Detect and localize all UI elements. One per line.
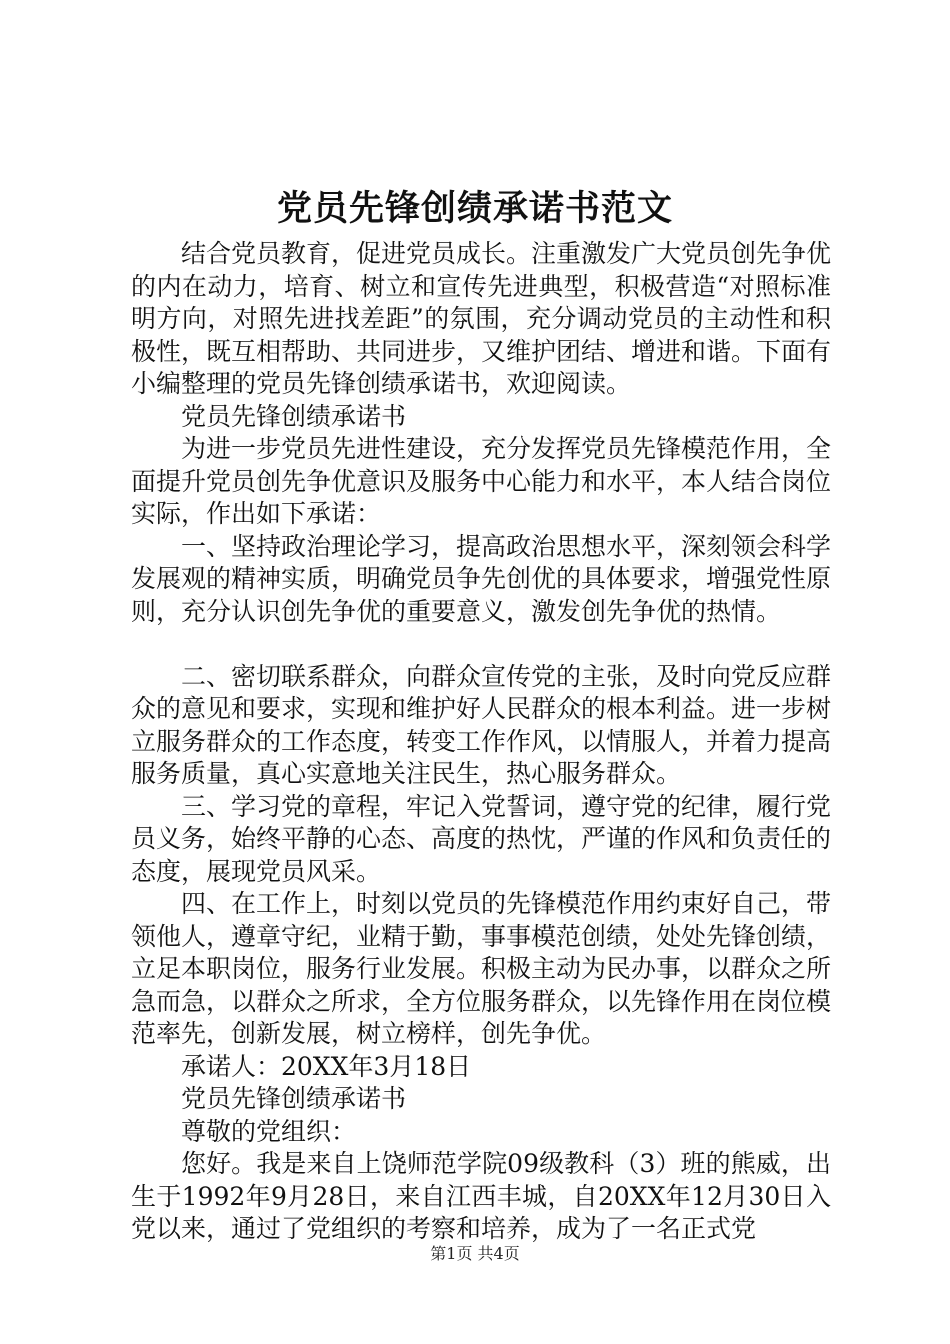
paragraph-spacer [131,628,831,661]
section-heading-2: 党员先锋创绩承诺书 [181,1084,407,1113]
section-heading: 党员先锋创绩承诺书 [181,401,407,431]
pledge-item-1: 一、坚持政治理论学习，提高政治思想水平，深刻领会科学发展观的精神实质，明确党员争先创优的具体要求，增强党性原则，充分认识创先争优的重要意义，激发创先争优的热情。 [131,531,832,626]
intro-paragraph: 结合党员教育，促进党员成长。注重激发广大党员创先争优的内在动力，培育、树立和宣传先进典型，积极营造“对照标准明方向，对照先进找差距”的氛围，充分调动党员的主动性和积极性，既互相帮助、共同进步，又维护团结、增进和谐。下面有小编整理的党员先锋创绩承诺书，欢迎阅读。 [131,239,832,398]
letter-paragraph: 您好。我是来自上饶师范学院09级教科（3）班的熊威，出生于1992年9月28日，来自江西丰城，自20XX年12月30日入党以来，通过了党组织的考察和培养，成为了一名正式党 [131,1149,831,1243]
page-number-footer: 第1页 共4页 [430,1244,520,1263]
signature-line: 承诺人：20XX年3月18日 [181,1051,472,1081]
pledge-item-3: 三、学习党的章程，牢记入党誓词，遵守党的纪律，履行党员义务，始终平静的心态、高度的热忱，严谨的作风和负责任的态度，展现党员风采。 [131,791,832,886]
document-title: 党员先锋创绩承诺书范文 [276,188,673,229]
document-body [131,238,831,1246]
pledge-item-2: 二、密切联系群众，向群众宣传党的主张，及时向党反应群众的意见和要求，实现和维护好人民群众的根本利益。进一步树立服务群众的工作态度，转变工作作风，以情服人，并着力提高服务质量，真心实意地关注民生，热心服务群众。 [131,661,832,788]
pledge-intro-paragraph: 为进一步党员先进性建设，充分发挥党员先锋模范作用，全面提升党员创先争优意识及服务中心能力和水平，本人结合岗位实际，作出如下承诺： [131,434,832,528]
salutation: 尊敬的党组织： [181,1116,357,1146]
pledge-item-4: 四、在工作上，时刻以党员的先锋模范作用约束好自己，带领他人，遵章守纪，业精于勤，事事模范创绩，处处先锋创绩，立足本职岗位，服务行业发展。积极主动为民办事，以群众之所急而急，以群众之所求，全方位服务群众，以先锋作用在岗位模范率先，创新发展，树立榜样，创先争优。 [131,889,832,1048]
